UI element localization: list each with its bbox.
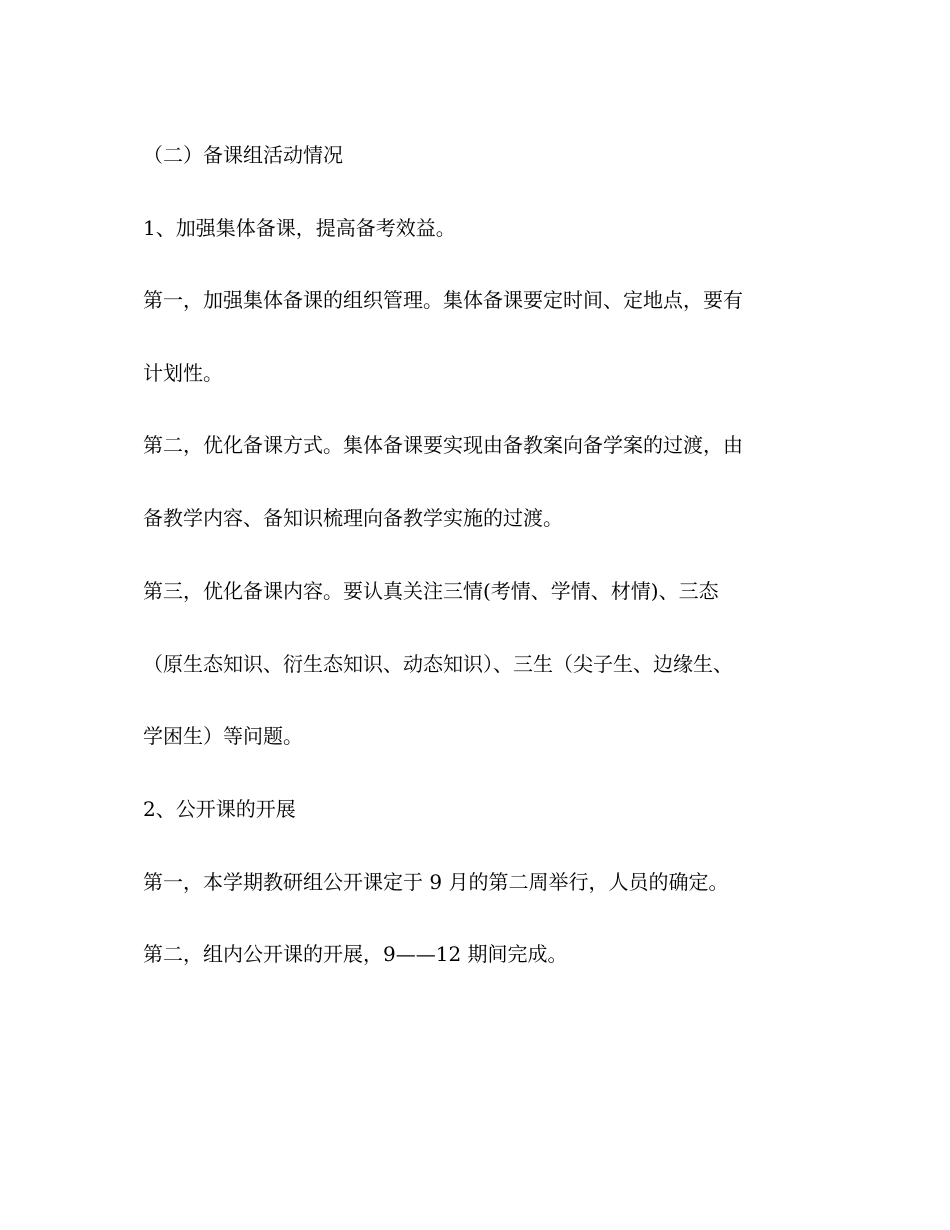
paragraph-line: 第一，本学期教研组公开课定于 9 月的第二周举行，人员的确定。: [143, 870, 729, 894]
paragraph-line: 第一，加强集体备课的组织管理。集体备课要定时间、定地点，要有: [143, 288, 743, 312]
paragraph-line: （原生态知识、衍生态知识、动态知识）、三生（尖子生、边缘生、: [143, 652, 733, 676]
paragraph-line: 计划性。: [143, 361, 223, 385]
paragraph-line: 学困生）等问题。: [143, 724, 303, 748]
subsection-heading-2: 2、公开课的开展: [143, 797, 296, 821]
paragraph-line: 第三，优化备课内容。要认真关注三情(考情、学情、材情)、三态: [143, 579, 719, 603]
paragraph-line: 第二，优化备课方式。集体备课要实现由备教案向备学案的过渡，由: [143, 433, 743, 457]
subsection-heading-1: 1、加强集体备课，提高备考效益。: [143, 216, 456, 240]
paragraph-line: 备教学内容、备知识梳理向备教学实施的过渡。: [143, 506, 563, 530]
paragraph-line: 第二，组内公开课的开展，9——12 期间完成。: [143, 942, 568, 966]
section-heading: （二）备课组活动情况: [143, 143, 343, 167]
